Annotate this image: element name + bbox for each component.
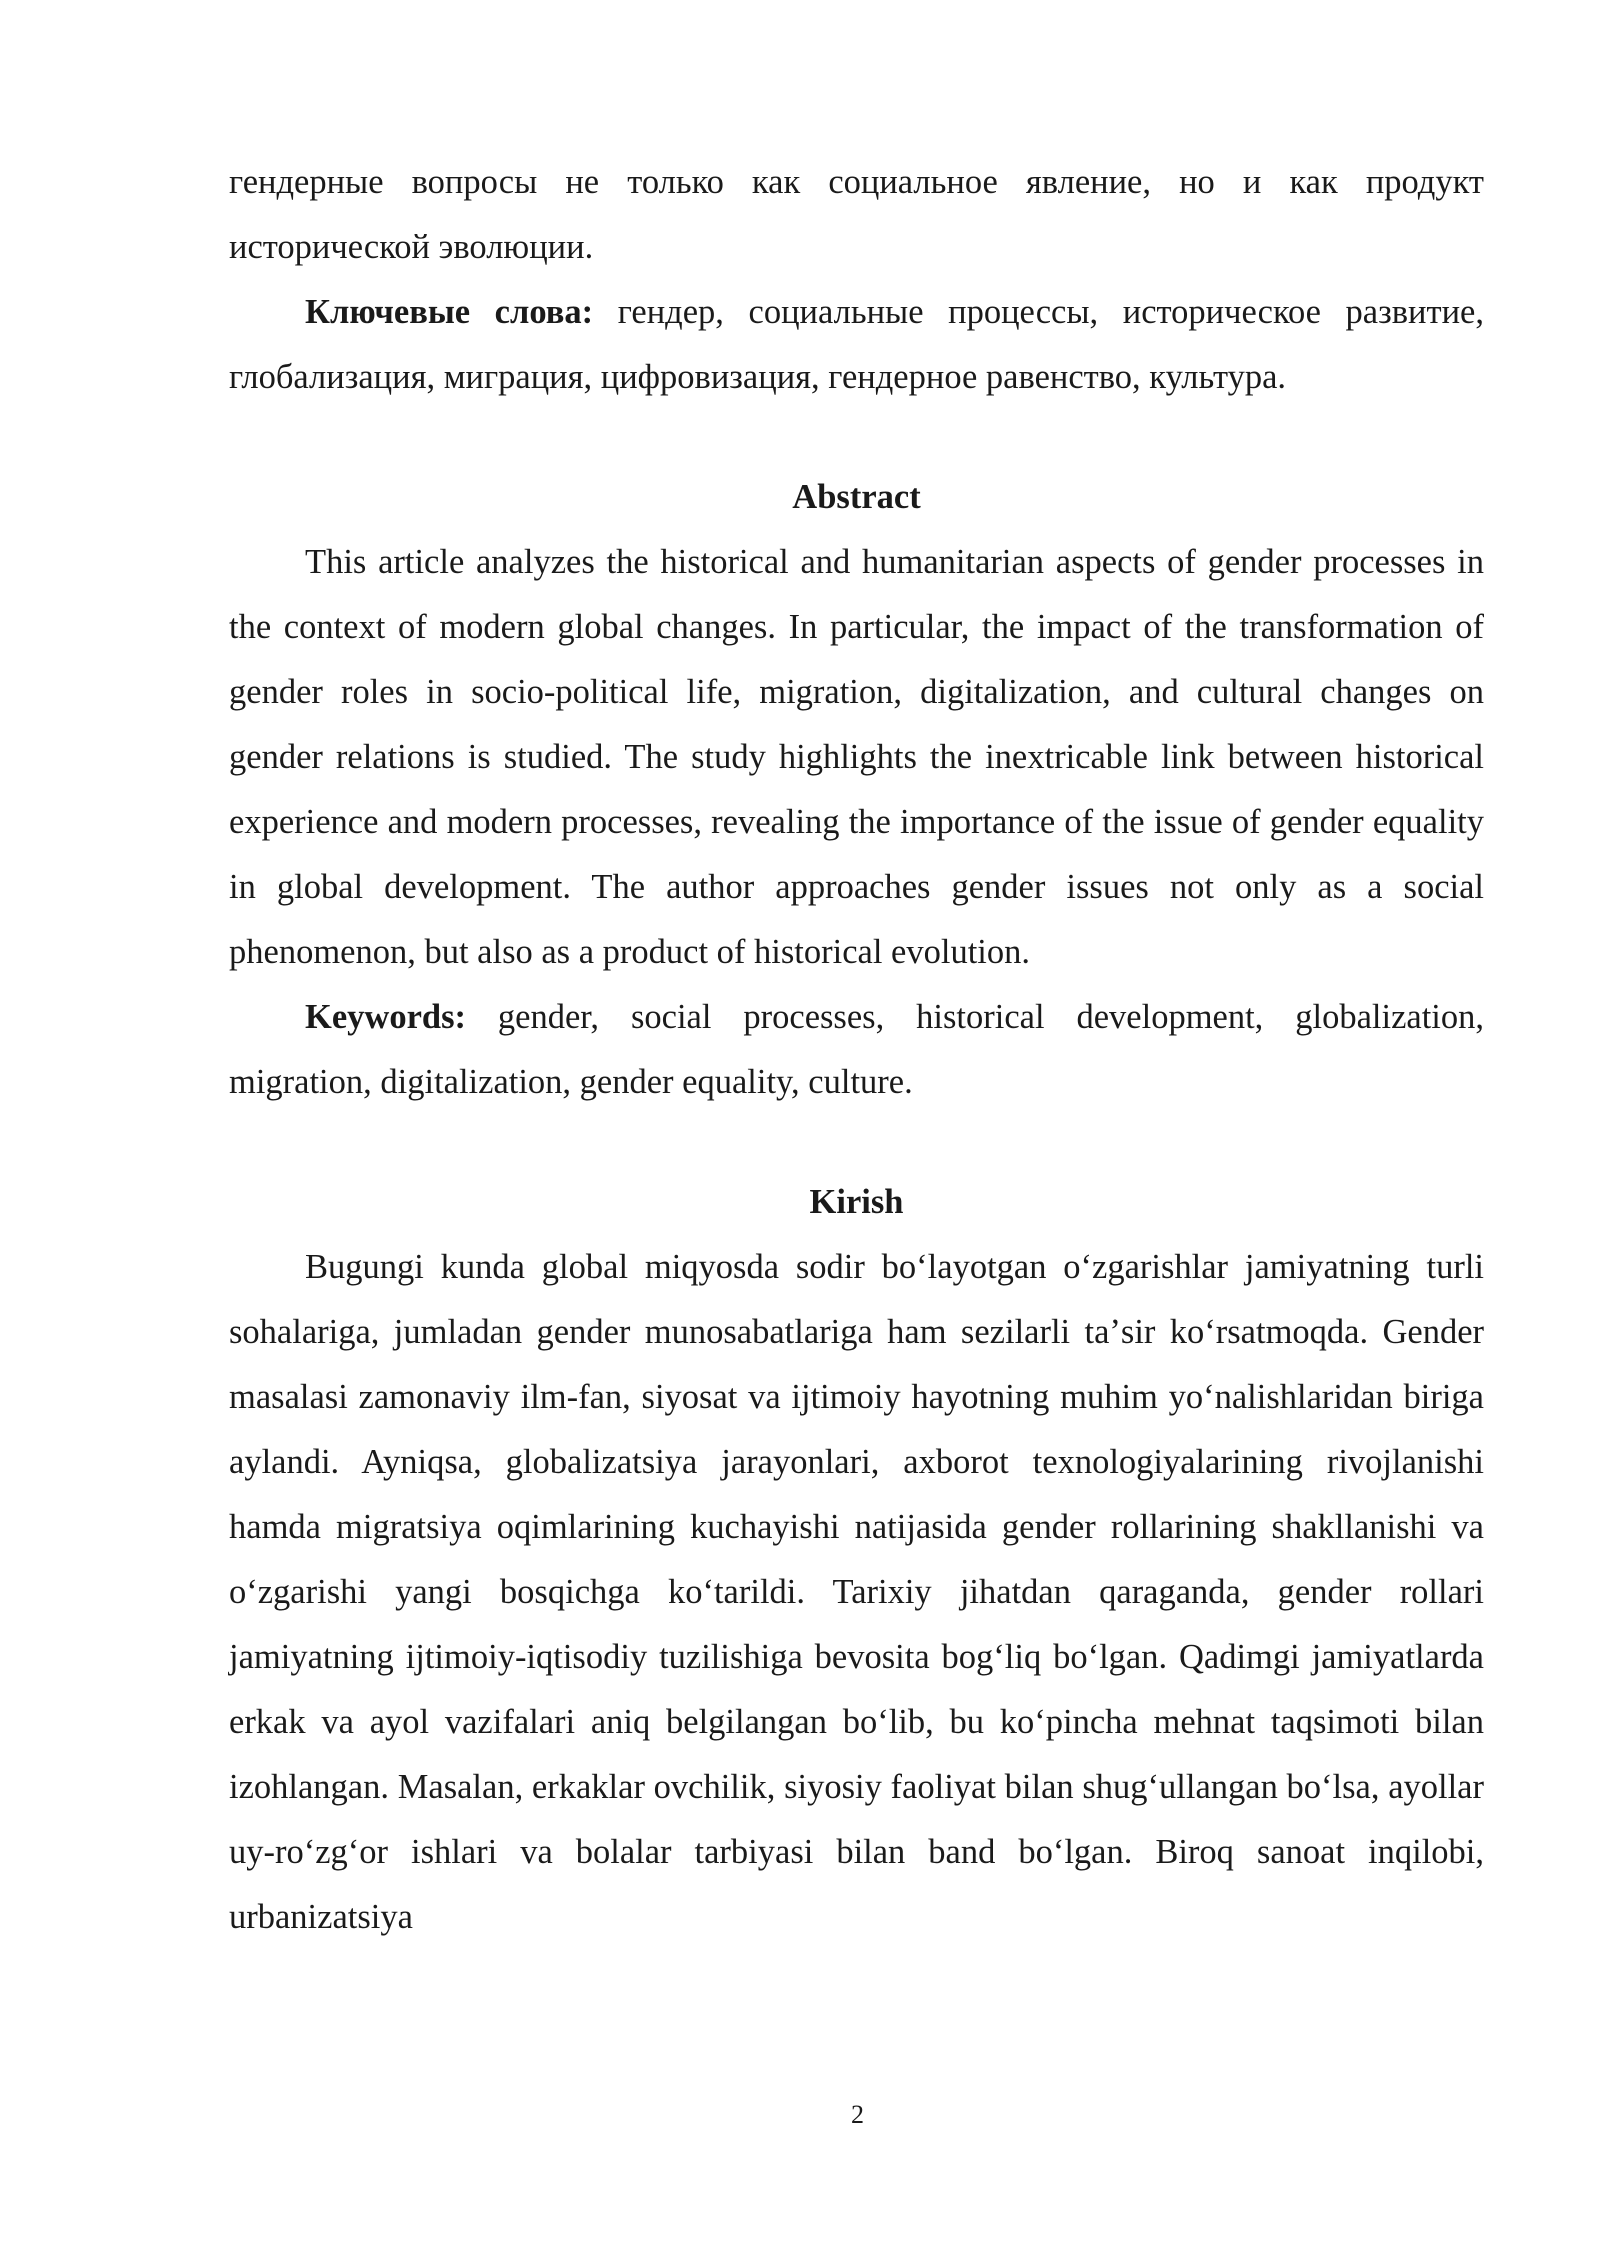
russian-keywords xyxy=(229,280,1484,410)
english-keywords-text: gender, social processes, historical development, globalization, migration, digitalization, gender equality, culture. xyxy=(229,998,1484,1101)
abstract-body: This article analyzes the historical and humanitarian aspects of gender processes in the context of modern global changes. In particular, the impact of the transformation of gender roles in socio-political life, migration, digitalization, and cultural changes on gender relations is studied. The study highlights the inextricable link between historical experience and modern processes, revealing the importance of the issue of gender equality in global development. The author approaches gender issues not only as a social phenomenon, but also as a product of historical evolution. xyxy=(229,543,1484,971)
introduction-body: Bugungi kunda global miqyosda sodir boʻlayotgan oʻzgarishlar jamiyatning turli sohalariga, jumladan gender munosabatlariga ham sezilarli taʼsir koʻrsatmoqda. Gender masalasi zamonaviy ilm-fan, siyosat va ijtimoiy hayotning muhim yoʻnalishlaridan biriga aylandi. Ayniqsa, globalizatsiya jarayonlari, axborot texnologiyalarining rivojlanishi hamda migratsiya oqimlarining kuchayishi natijasida gender rollarining shakllanishi va oʻzgarishi yangi bosqichga koʻtarildi. Tarixiy jihatdan qaraganda, gender rollari jamiyatning ijtimoiy-iqtisodiy tuzilishiga bevosita bogʻliq boʻlgan. Qadimgi jamiyatlarda erkak va ayol vazifalari aniq belgilangan boʻlib, bu koʻpincha mehnat taqsimoti bilan izohlangan. Masalan, erkaklar ovchilik, siyosiy faoliyat bilan shugʻullangan boʻlsa, ayollar uy-roʻzgʻor ishlari va bolalar tarbiyasi bilan band boʻlgan. Biroq sanoat inqilobi, urbanizatsiya xyxy=(229,1248,1484,1936)
text-column xyxy=(229,150,1484,1950)
english-keywords-label: Keywords: xyxy=(305,998,466,1036)
russian-keywords-label: Ключевые слова: xyxy=(305,293,594,331)
page-number: 2 xyxy=(851,2100,864,2129)
english-keywords xyxy=(229,985,1484,1115)
introduction-heading: Kirish xyxy=(809,1183,904,1221)
russian-abstract-tail: гендерные вопросы не только как социальное явление, но и как продукт исторической эволюции. xyxy=(229,163,1484,266)
abstract-heading: Abstract xyxy=(792,478,921,516)
russian-keywords-text: гендер, социальные процессы, историческое развитие, глобализация, миграция, цифровизация, гендерное равенство, культура. xyxy=(229,293,1484,396)
